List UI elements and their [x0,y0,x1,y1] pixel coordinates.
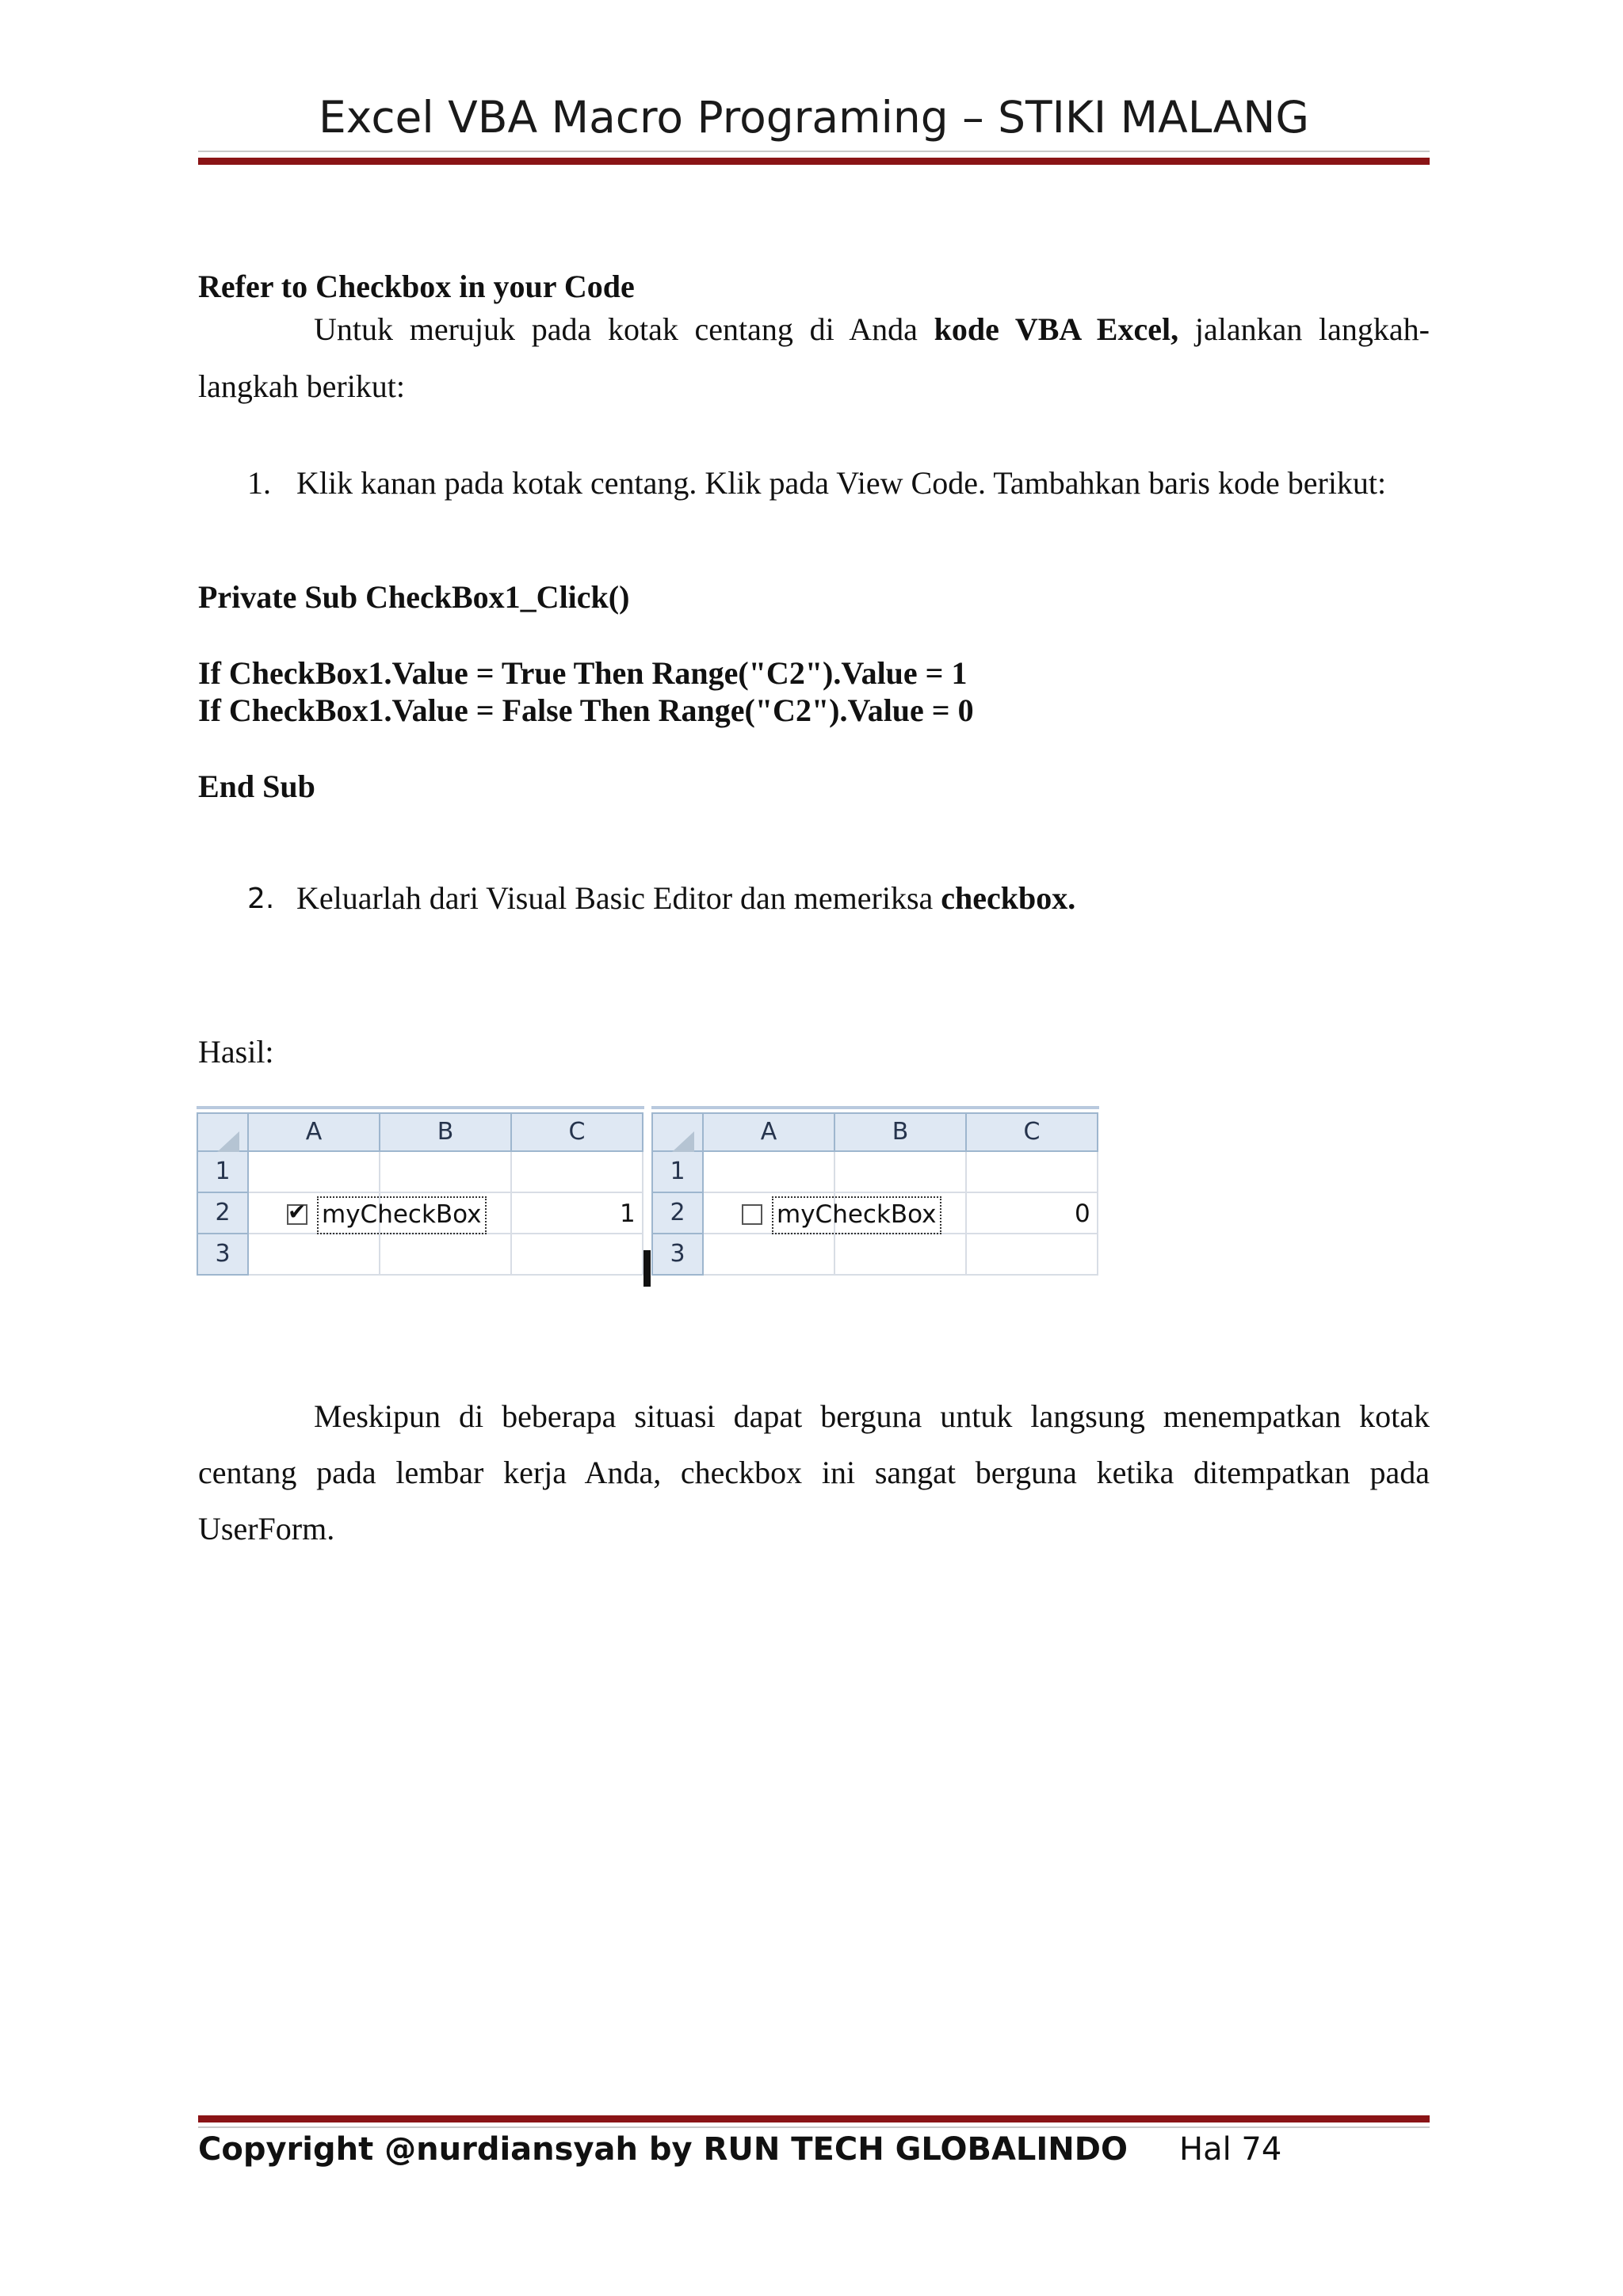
cell-c1[interactable] [967,1152,1098,1193]
closing-line-1 [198,1398,1430,1435]
select-all-triangle-icon [672,1131,694,1152]
checkbox-unchecked[interactable] [742,1204,762,1225]
column-header-a[interactable]: A [249,1112,380,1152]
column-header-a[interactable]: A [704,1112,835,1152]
cell-c1[interactable] [512,1152,643,1193]
section-heading: Refer to Checkbox in your Code [198,269,635,304]
intro-line-2: langkah berikut: [198,368,406,404]
header-rule-thin [198,151,1430,152]
column-header-b[interactable]: B [835,1112,967,1152]
code-line-4: End Sub [198,769,315,804]
row-header-1[interactable]: 1 [651,1152,704,1193]
spreadsheet-unchecked [651,1106,1099,1280]
intro-text-pre: Untuk merujuk pada kotak centang di Anda [314,311,934,347]
step-text [296,879,1075,917]
checkbox-checked[interactable] [287,1199,307,1225]
checkbox-label[interactable]: myCheckBox [317,1196,487,1234]
column-header-c[interactable]: C [967,1112,1098,1152]
checkmark-icon: ✔ [288,1199,307,1225]
cell-b1[interactable] [835,1152,967,1193]
step-number: 1. [247,465,271,501]
step-number: 2. [247,883,275,915]
cell-c3[interactable] [967,1234,1098,1276]
result-label: Hasil: [198,1034,274,1070]
row-header-3[interactable]: 3 [197,1234,249,1276]
sheet-top-border [651,1106,1099,1109]
step-text-plain: Keluarlah dari Visual Basic Editor dan memeriksa [296,880,941,916]
cell-b1[interactable] [380,1152,512,1193]
code-line-3: If CheckBox1.Value = False Then Range("C2").Value = 0 [198,692,974,728]
intro-line-1 [198,311,1430,348]
step-text: Klik kanan pada kotak centang. Klik pada View Code. Tambahkan baris kode berikut: [296,465,1387,501]
footer-copyright: Copyright @nurdiansyah by RUN TECH GLOBALINDO [198,2131,1128,2168]
intro-text-post: jalankan langkah- [1178,311,1430,347]
row-header-2[interactable]: 2 [197,1193,249,1234]
footer-rule-thin [198,2126,1430,2128]
cell-b3[interactable] [380,1234,512,1276]
header-title: Excel VBA Macro Programing – STIKI MALANG [318,92,1309,143]
column-header-b[interactable]: B [380,1112,512,1152]
code-line-2: If CheckBox1.Value = True Then Range("C2").Value = 1 [198,655,968,691]
cell-b3[interactable] [835,1234,967,1276]
c2-value: 1 [620,1199,636,1228]
cell-a3[interactable] [249,1234,380,1276]
cell-a1[interactable] [249,1152,380,1193]
cell-a1[interactable] [704,1152,835,1193]
spreadsheet-checked [197,1106,644,1280]
cell-a3[interactable] [704,1234,835,1276]
footer-rule-thick [198,2115,1430,2122]
header-rule-thick [198,158,1430,165]
row-header-3[interactable]: 3 [651,1234,704,1276]
select-all-corner[interactable] [651,1112,704,1152]
code-line-1: Private Sub CheckBox1_Click() [198,579,630,615]
cell-c3[interactable] [512,1234,643,1276]
sheet-top-border [197,1106,644,1109]
step-text-bold: checkbox. [941,880,1076,916]
row-header-2[interactable]: 2 [651,1193,704,1234]
column-header-c[interactable]: C [512,1112,643,1152]
select-all-triangle-icon [217,1131,239,1152]
intro-text-bold: kode VBA Excel, [934,311,1179,347]
text-cursor-icon [643,1250,651,1287]
c2-value: 0 [1075,1199,1090,1228]
closing-line-2: centang pada lembar kerja Anda, checkbox ini sangat berguna ketika ditempatkan pada [198,1455,1430,1490]
footer-page-number: Hal 74 [1179,2131,1282,2168]
closing-line-3: UserForm. [198,1511,335,1547]
row-header-1[interactable]: 1 [197,1152,249,1193]
closing-text: Meskipun di beberapa situasi dapat berguna untuk langsung menempatkan kotak [314,1398,1430,1434]
select-all-corner[interactable] [197,1112,249,1152]
checkbox-label[interactable]: myCheckBox [772,1196,941,1234]
